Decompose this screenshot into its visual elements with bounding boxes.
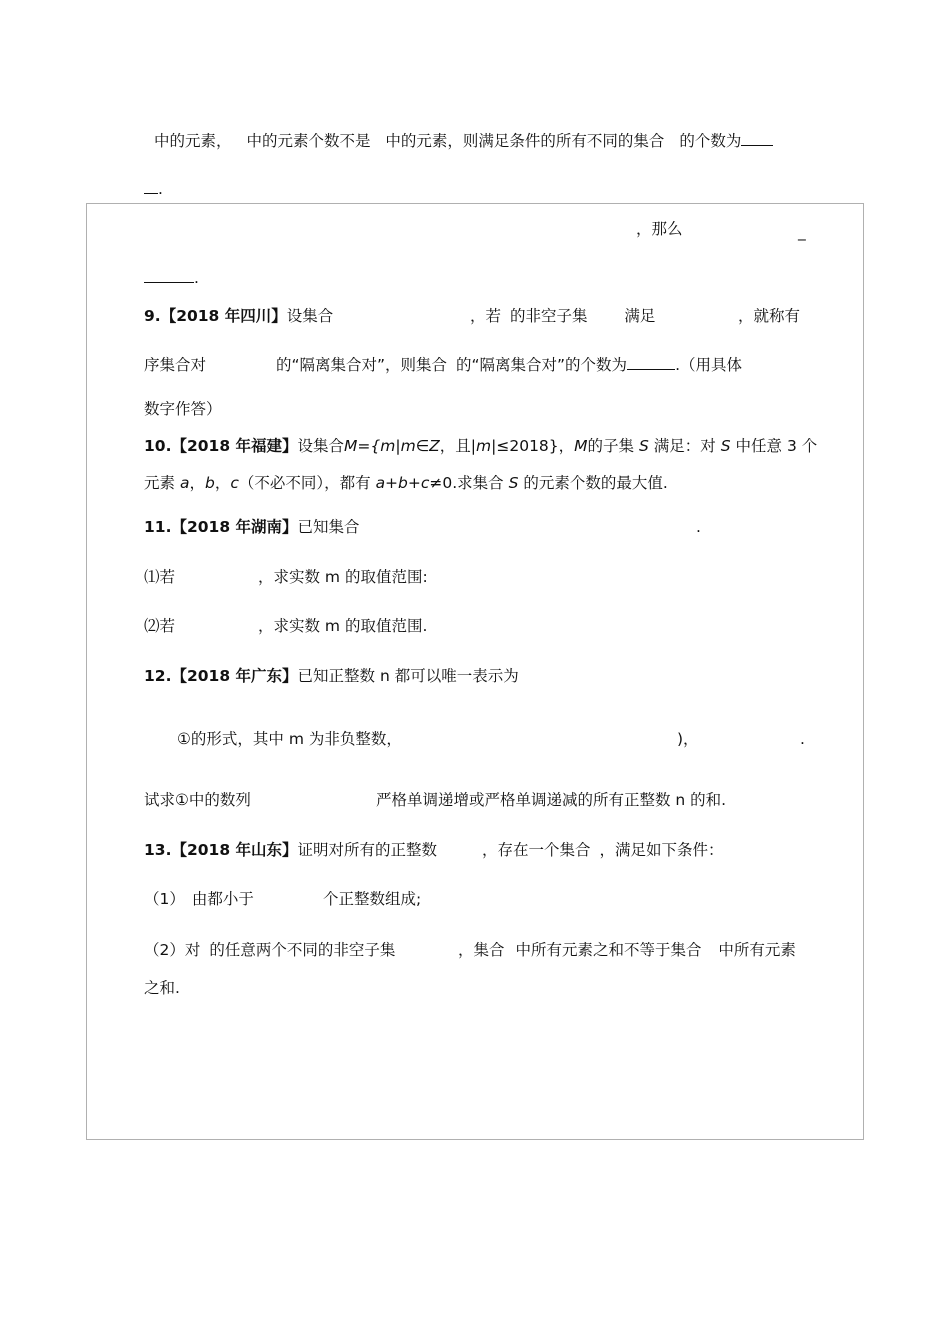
q10-var-S3: S	[508, 474, 519, 492]
q12-source-tag: 【2018 年广东】	[171, 667, 298, 685]
q10-sep-2: ，	[214, 474, 231, 492]
answer-blank-cont	[144, 179, 158, 194]
q13-line-1b	[482, 840, 723, 860]
q10-line-1	[144, 436, 817, 456]
q9-text-d: 满足	[624, 307, 656, 325]
q9-text-b: ，若	[470, 307, 502, 325]
q9-line-1	[144, 306, 333, 326]
q10-var-M: M	[574, 437, 588, 455]
q10-var-S2: S	[720, 437, 731, 455]
q13-cond-2-d: 中所有元素	[718, 941, 796, 959]
q11-part-1-label: ⑴若	[144, 568, 176, 586]
q13-cond-2-end: 之和.	[144, 979, 180, 997]
q9-text-e: ，就称有	[738, 307, 801, 325]
top-text-a: 中的元素，	[154, 132, 232, 150]
q10-text-a: 设集合	[297, 437, 345, 455]
q9-text-h: 的“隔离集合对”的个数为	[456, 356, 628, 374]
q8-end: .	[194, 269, 199, 287]
q9-line-1c	[738, 306, 800, 326]
q13-cond-1-a: 由都小于	[191, 890, 254, 908]
q10-text-f: 中任意 3 个	[735, 437, 818, 455]
q8-answer-blank	[144, 268, 194, 283]
q9-text-g: 的“隔离集合对”，则集合	[276, 356, 448, 374]
q12-line-2: ①的形式，其中 m 为非负整数，	[177, 730, 402, 748]
top-line-2	[144, 179, 163, 199]
top-line-1	[154, 131, 773, 151]
q11-part-2-text: ，求实数 m 的取值范围.	[258, 617, 428, 635]
q10-var-b: b	[204, 474, 215, 492]
q9-number: 9.	[144, 307, 161, 325]
answer-blank	[741, 131, 773, 146]
q8-underscore: _	[798, 223, 806, 241]
q10-text-b: ，且|	[439, 437, 477, 455]
q13-number: 13.	[144, 841, 172, 859]
q10-var-a: a	[179, 474, 190, 492]
q9-line-3	[144, 399, 222, 419]
q12-line-1	[144, 666, 519, 686]
q13-source-tag: 【2018 年山东】	[171, 841, 298, 859]
q10-var-S1: S	[639, 437, 649, 455]
q9-line-1b	[470, 306, 655, 326]
q13-cond-1b: 个正整数组成;	[323, 890, 422, 908]
q10-text-d: 的子集	[587, 437, 635, 455]
q10-line-2	[144, 473, 668, 493]
q8-then: ，那么	[636, 220, 683, 238]
q10-text-e: 满足：对	[653, 437, 716, 455]
q11-part-2-label: ⑵若	[144, 617, 176, 635]
q13-line-1	[144, 840, 437, 860]
q9-text-i: .（用具体	[675, 356, 742, 374]
q13-cond-2-a: 的任意两个不同的非空子集	[209, 941, 396, 959]
q12-line-2-paren: )，	[677, 730, 699, 748]
top-line-2-end: .	[158, 180, 163, 198]
q13-cond-1-label: （1）	[144, 890, 185, 908]
top-text-d: 的个数为	[679, 132, 742, 150]
q9-source-tag: 【2018 年四川】	[160, 307, 287, 325]
q9-text-j: 数字作答）	[144, 400, 222, 418]
q10-text-k: ≠0.求集合	[429, 474, 504, 492]
q9-line-2	[144, 355, 206, 375]
q13-cond-2-label: （2）对	[144, 941, 201, 959]
q10-var-m: m	[476, 437, 492, 455]
q12-line-3b: 严格单调递增或严格单调递减的所有正整数 n 的和.	[376, 791, 727, 809]
q12-text-a: 已知正整数 n 都可以唯一表示为	[297, 667, 519, 685]
q11-line-1	[144, 517, 360, 537]
q10-text-g: 元素	[144, 474, 176, 492]
q13-text-c: ，满足如下条件：	[599, 841, 724, 859]
q10-expr: a+b+c	[375, 474, 430, 492]
q9-answer-blank	[627, 355, 675, 370]
q11-source-tag: 【2018 年湖南】	[171, 518, 298, 536]
q13-cond-2-c: 中所有元素之和不等于集合	[515, 941, 702, 959]
q10-number: 10.	[144, 437, 172, 455]
top-text-b: 中的元素个数不是	[246, 132, 371, 150]
q13-text-a: 证明对所有的正整数	[297, 841, 438, 859]
q10-text-c: |≤2018}，	[491, 437, 575, 455]
q9-text-a: 设集合	[286, 307, 334, 325]
q10-var-c: c	[230, 474, 239, 492]
q13-text-b: ，存在一个集合	[482, 841, 591, 859]
q10-text-l: 的元素个数的最大值.	[523, 474, 668, 492]
q13-cond-2-b: ，集合	[458, 941, 505, 959]
q13-cond-2b	[458, 940, 796, 960]
q12-number: 12.	[144, 667, 172, 685]
q9-text-c: 的非空子集	[509, 307, 588, 325]
q11-text-a: 已知集合	[297, 518, 360, 536]
q9-line-2b	[276, 355, 742, 375]
q11-part-1-text: ，求实数 m 的取值范围:	[258, 568, 428, 586]
q10-source-tag: 【2018 年福建】	[171, 437, 298, 455]
q8-tail	[636, 219, 683, 239]
q10-text-h: （不必不同），都有	[238, 474, 371, 492]
q11-number: 11.	[144, 518, 172, 536]
q12-line-3a: 试求①中的数列	[144, 791, 251, 809]
q9-text-f: 序集合对	[144, 356, 207, 374]
q12-line-2-dot: .	[800, 730, 805, 748]
q13-cond-1	[144, 889, 254, 909]
q11-dot: .	[696, 518, 701, 536]
q10-sep-1: ，	[189, 474, 205, 492]
q13-cond-2	[144, 940, 395, 960]
q8-blank-line	[144, 268, 199, 288]
top-text-c: 中的元素，则满足条件的所有不同的集合	[385, 132, 665, 150]
q10-set-def: M={m|m∈Z	[344, 437, 440, 455]
